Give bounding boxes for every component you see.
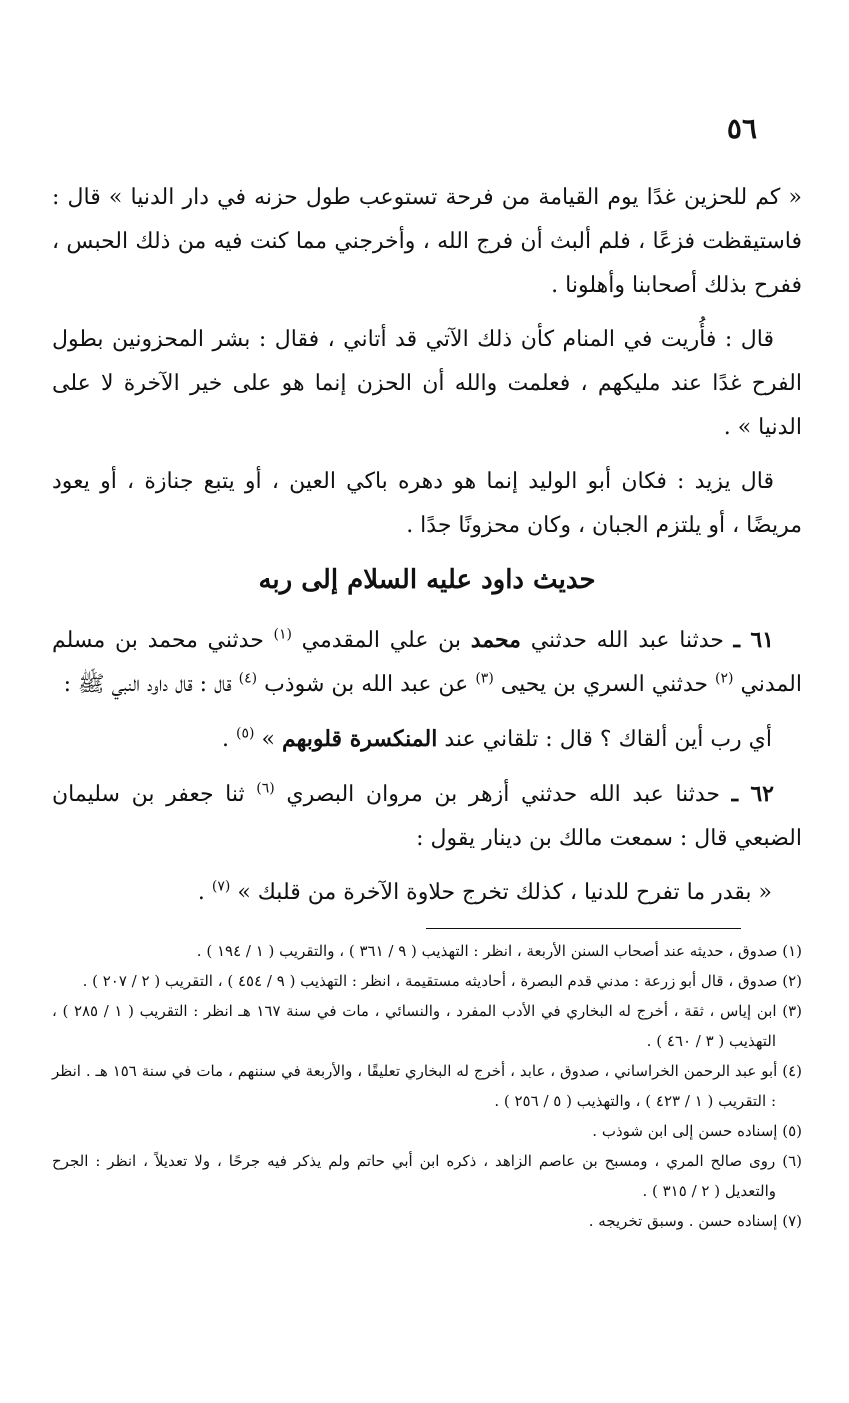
paragraph-1: « كم للحزين غدًا يوم القيامة من فرحة تستوعب طول حزنه في دار الدنيا » قال : فاستيقظت فزعًا ، فلم ألبث أن فرج الله ، وأخرجني مما كنت فيه من ذلك الحبس ، ففرح بذلك أصحابنا وأهلونا . xyxy=(52,185,802,298)
footnote-4: (٤) أبو عبد الرحمن الخراساني ، صدوق ، عابد ، أخرج له البخاري تعليقًا ، والأربعة في سننهم ، مات في سنة ١٥٦ هـ . انظر : التقريب ( ١ / ٤٢٣ ) ، والتهذيب ( ٥ / ٢٥٦ ) . xyxy=(52,1062,802,1110)
quote-text: « بقدر ما تفرح للدنيا ، كذلك تخرج حلاوة الآخرة من قلبك » xyxy=(237,880,772,905)
footnote-1: (١) صدوق ، حديثه عند أصحاب السنن الأربعة ، انظر : التهذيب ( ٩ / ٣٦١ ) ، والتقريب ( ١ / ١٩٤ ) . xyxy=(196,942,802,960)
footnote-ref: (٥) xyxy=(236,725,255,742)
paragraph-2: قال : فأُريت في المنام كأن ذلك الآتي قد أتاني ، فقال : بشر المحزونين بطول الفرح غدًا عند مليكهم ، فعلمت والله أن الحزن إنما هو على خير الآخرة لا على الدنيا » . xyxy=(52,327,802,440)
footnotes xyxy=(52,936,802,1236)
footnote-ref: (٧) xyxy=(211,878,231,895)
quote-end: . xyxy=(197,880,205,905)
footnote-5: (٥) إسناده حسن إلى ابن شوذب . xyxy=(592,1122,802,1140)
hadith-text: حدثني السري بن يحيى xyxy=(500,672,708,697)
footnote-divider xyxy=(426,928,741,929)
hadith-text: عن عبد الله بن شوذب xyxy=(264,672,469,697)
footnote-6: (٦) روى صالح المري ، ومسبح بن عاصم الزاهد ، ذكره ابن أبي حاتم ولم يذكر فيه جرحًا ، ولا تعديلاً ، انظر : الجرح والتعديل ( ٢ / ٣١٥ ) . xyxy=(52,1152,802,1200)
quote-text: أي رب أين ألقاك ؟ قال : تلقاني عند xyxy=(444,727,772,752)
hadith-text: حدثنا عبد الله حدثني أزهر بن مروان البصري xyxy=(286,782,720,807)
page-number: ٥٦ xyxy=(726,112,757,145)
hadith-61-quote xyxy=(52,717,802,762)
footnote-ref: (٦) xyxy=(256,780,275,797)
hadith-text: حدثني محمد بن مسلم المدني xyxy=(52,628,802,697)
footnote-3: (٣) ابن إياس ، ثقة ، أخرج له البخاري في الأدب المفرد ، والنسائي ، مات في سنة ١٦٧ هـ انظر : التقريب ( ١ / ٢٨٥ ) ، التهذيب ( ٣ / ٤٦٠ ) . xyxy=(52,1002,802,1050)
footnote-ref: (٣) xyxy=(475,670,494,687)
section-heading: حديث داود عليه السلام إلى ربه xyxy=(258,565,596,595)
quote-end: . xyxy=(222,727,230,752)
quote-mark: » xyxy=(261,727,275,752)
footnote-ref: (١) xyxy=(273,626,292,643)
footnote-ref: (٤) xyxy=(238,670,258,687)
hadith-text: بن علي المقدمي xyxy=(301,628,462,653)
hadith-number: ٦٢ ـ xyxy=(731,781,774,807)
hadith-62 xyxy=(52,772,802,861)
paragraph-3: قال يزيد : فكان أبو الوليد إنما هو دهره باكي العين ، أو يتبع جنازة ، أو يعود مريضًا ، أو يلتزم الجبان ، وكان محزونًا جدًا . xyxy=(52,469,802,538)
hadith-text: ثنا جعفر بن سليمان الضبعي قال : سمعت مالك بن دينار يقول : xyxy=(52,782,802,851)
footnote-2: (٢) صدوق ، قال أبو زرعة : مدني قدم البصرة ، أحاديثه مستقيمة ، انظر : التهذيب ( ٩ / ٤٥٤ ) ، التقريب ( ٢ / ٢٠٧ ) . xyxy=(82,972,802,990)
quote-text-bold: المنكسرة قلوبهم xyxy=(281,726,438,752)
footnote-7: (٧) إسناده حسن . وسبق تخريجه . xyxy=(588,1212,802,1230)
hadith-62-quote xyxy=(52,871,802,915)
footnote-ref: (٢) xyxy=(714,670,734,687)
hadith-number: ٦١ ـ xyxy=(733,627,774,653)
hadith-text: حدثنا عبد الله حدثني xyxy=(530,628,724,653)
main-text xyxy=(52,176,802,925)
hadith-text: قال : قال داود النبي ﷺ : xyxy=(63,672,232,697)
narrator-name: محمد xyxy=(470,627,521,653)
hadith-61 xyxy=(52,618,802,707)
